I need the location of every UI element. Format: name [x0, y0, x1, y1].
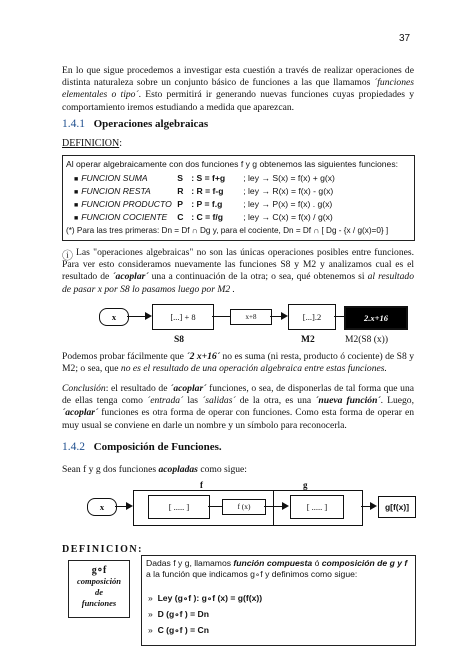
gof-line-3: funciones	[81, 598, 117, 608]
def-row-suma	[74, 172, 335, 184]
func-name: FUNCION SUMA	[81, 173, 148, 183]
def2-item-text: Ley (g∘f ): g∘f (x) = g(f(x))	[157, 593, 263, 603]
para2-text-b: una a continuación de la otra; o sea, qué obtenemos si	[151, 271, 365, 283]
conclusion-entrada: ´entrada´	[147, 395, 184, 407]
section-title: Operaciones algebraicas	[93, 118, 209, 130]
def-row-resta	[74, 185, 333, 197]
para2-acoplar: ´acoplar´	[112, 271, 149, 283]
gof-line-2: de	[94, 587, 104, 597]
definicion-word: DEFINICION	[62, 138, 120, 149]
para5-text-c: como sigue:	[200, 464, 247, 475]
conclusion-paragraph	[62, 383, 414, 432]
result-text: 2.x+16	[364, 313, 388, 323]
result-box	[344, 306, 408, 330]
func-name: FUNCION PRODUCTO	[81, 199, 172, 209]
conclusion-nueva: ´nueva función´	[315, 395, 381, 407]
definicion-label-2: DEFINICION:	[62, 544, 143, 555]
conclusion-acoplar: ´acoplar´	[170, 383, 207, 394]
conclusion-text-e: . Luego,	[380, 395, 414, 407]
gof-symbol: g∘f	[91, 565, 107, 576]
def2-item-bullet: »	[148, 593, 158, 603]
acoplar-paragraph	[62, 247, 414, 296]
conclusion-text-c: las	[187, 395, 198, 407]
input-x-label: x	[99, 502, 105, 512]
composition-definition-box	[141, 555, 416, 646]
section-heading-2	[62, 441, 222, 453]
s8-box	[152, 304, 214, 330]
para3	[62, 351, 414, 375]
mid-value-box	[230, 309, 272, 325]
intro-paragraph	[62, 65, 414, 114]
def2-text	[146, 558, 411, 580]
func-letter: S	[177, 173, 183, 183]
func-name: FUNCION RESTA	[81, 186, 151, 196]
def2-c: ó	[314, 558, 320, 568]
def-row-producto	[74, 198, 332, 210]
conclusion-salidas: ´salidas´	[202, 395, 236, 407]
conclusion-text-f: funciones es otra forma de operar con funciones. Como esta forma de operar en muy usual se conviene en darle un nombre y un símbolo para reconocerla.	[62, 407, 415, 431]
func-law: ; ley → S(x) = f(x) + g(x)	[243, 173, 335, 183]
section-number: 1.4.2	[62, 441, 85, 453]
func-letter: C	[177, 212, 184, 222]
g-box-text: [ ..... ]	[306, 502, 328, 512]
para5-text-a: Sean f y g dos funciones	[62, 464, 157, 475]
func-letter: P	[177, 199, 183, 209]
func-expr: : C = f/g	[191, 212, 223, 222]
g-box	[290, 495, 344, 519]
intro-text-2: . Esto permitirá ir generando nuevas funciones cuyas propiedades y comportamiento iremos estudiando a medida que aparezcan.	[62, 89, 415, 113]
f-label: f	[200, 480, 203, 490]
definicion-colon: :	[119, 138, 122, 149]
section-number: 1.4.1	[62, 118, 85, 130]
def2-item-text: C (g∘f ) = Cn	[157, 625, 210, 635]
def2-a: Dadas f y g, llamamos	[146, 558, 232, 568]
bullet-icon: ■	[74, 189, 79, 196]
para2-text: Las "operaciones algebraicas" no son las únicas operaciones posibles entre funciones. Para ver esto consideramos nuevamente las funciones S8 y M2 y analizamos cual es el resultado de	[62, 247, 414, 283]
input-x-label: x	[111, 312, 117, 322]
func-law: ; ley → C(x) = f(x) / g(x)	[243, 212, 333, 222]
func-expr: : P = f.g	[191, 199, 223, 209]
para3-text-a: Podemos probar fácilmente que	[62, 351, 184, 362]
operations-definition-box	[62, 155, 415, 241]
conclusion-text: : el resultado de	[105, 383, 168, 394]
gfx-box	[378, 496, 416, 518]
fx-text: f (x)	[237, 502, 251, 511]
f-box	[148, 495, 210, 519]
para2-italic: al resultado de pasar x por S8 lo pasamos luego por M2 .	[62, 271, 414, 295]
bullet-icon: ■	[74, 176, 79, 183]
para5-acopladas: acopladas	[158, 464, 198, 475]
def2-item-1	[148, 593, 262, 604]
conclusion-text-b: funciones, o sea, de disponerlas de tal forma que una de ellas tenga como	[62, 383, 415, 407]
info-icon: ⓘ	[62, 250, 73, 262]
def-row-cociente	[74, 211, 333, 223]
m2-box	[288, 304, 336, 330]
section-title: Composición de Funciones.	[93, 441, 222, 453]
conclusion-word: Conclusión	[62, 383, 106, 394]
f-box-text: [ ..... ]	[168, 502, 190, 512]
intro-italic: ´funciones elementales o tipo´	[62, 77, 414, 101]
def2-item-text: D (g∘f ) = Dn	[157, 609, 210, 619]
para3-expr: ´2 x+16´	[186, 351, 220, 362]
conclusion-acoplar-2: ´acoplar´	[62, 407, 99, 419]
input-x-box	[99, 308, 129, 326]
para3-text-b: no es suma (ni resta, producto ó cociente) de S8 y M2; o sea, que	[62, 351, 415, 375]
para5	[62, 464, 247, 476]
composition-label: M2(S8 (x))	[345, 335, 389, 345]
def-box-footnote: (*) Para las tres primeras: Dn = Df ∩ Dg y, para el cociente, Dn = Df ∩ [ Dg - {x / g(x)=0} ]	[66, 226, 389, 235]
def2-e: a la función que indicamos g∘f y definimos como sigue:	[146, 569, 358, 579]
definicion-label	[62, 138, 122, 149]
fx-box	[222, 499, 266, 515]
gfx-text: g[f(x)]	[384, 502, 410, 512]
def2-b: función compuesta	[233, 558, 313, 568]
def-box-intro: Al operar algebraicamente con dos funciones f y g obtenemos las siguientes funciones:	[66, 159, 399, 169]
func-expr: : S = f+g	[191, 173, 226, 183]
gof-line-1: composición	[77, 576, 121, 586]
intro-text-1: En lo que sigue procedemos a investigar esta cuestión a través de realizar operaciones de distinta naturaleza sobre un conjunto básico de funciones a las que llamamos	[62, 65, 414, 89]
m2-label: M2	[301, 335, 315, 345]
s8-box-text: [...] + 8	[170, 312, 196, 322]
def2-d: composición de g y f	[321, 558, 408, 568]
bullet-icon: ■	[74, 202, 79, 209]
g-label: g	[303, 480, 308, 490]
section-heading-1	[62, 118, 208, 130]
def2-item-bullet: »	[148, 625, 158, 635]
func-law: ; ley → R(x) = f(x) - g(x)	[243, 186, 334, 196]
func-expr: : R = f-g	[191, 186, 224, 196]
def2-item-3	[148, 625, 209, 636]
func-name: FUNCION COCIENTE	[81, 212, 168, 222]
s8-label: S8	[174, 335, 185, 345]
mid-value-text: x+8	[245, 313, 257, 321]
para3-italic: no es el resultado de una operación algebraica entre estas funciones.	[120, 363, 387, 375]
func-letter: R	[177, 186, 184, 196]
func-law: ; ley → P(x) = f(x) . g(x)	[243, 199, 333, 209]
m2-box-text: [...].2	[302, 312, 322, 322]
bullet-icon: ■	[74, 215, 79, 222]
gof-symbol-box	[68, 560, 130, 618]
def2-item-2	[148, 609, 209, 620]
def2-item-bullet: »	[148, 609, 158, 619]
conclusion-text-d: de la otra, es una	[239, 395, 312, 407]
page-number: 37	[399, 33, 411, 44]
input-x-box	[87, 498, 117, 516]
